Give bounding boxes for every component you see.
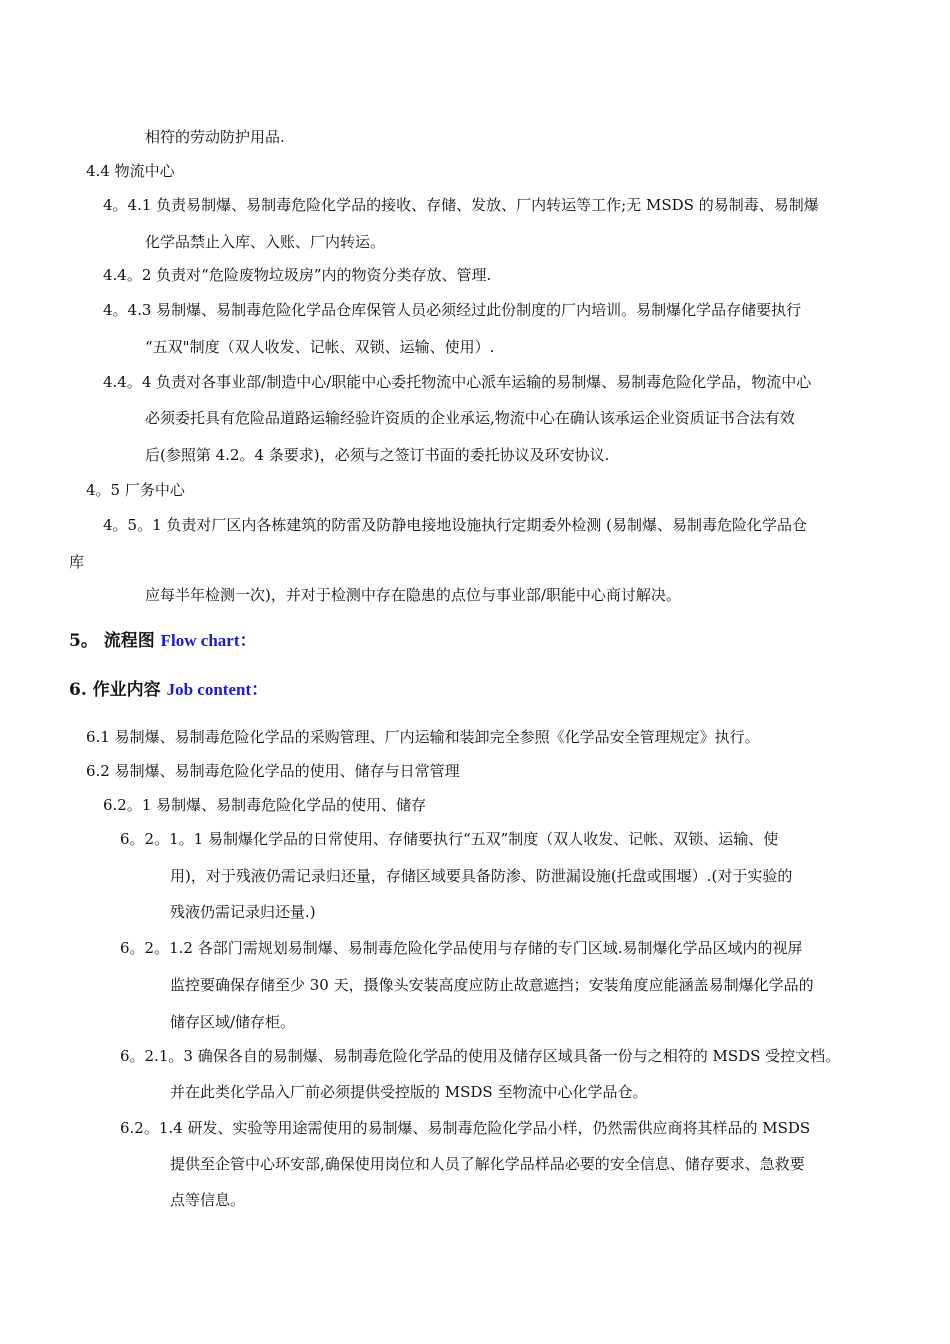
text-line: 储存区域/储存柜。 (170, 1013, 296, 1031)
subsection-title: 6.2。1 易制爆、易制毒危险化学品的使用、储存 (103, 796, 427, 814)
text-line: 相符的劳动防护用品. (145, 128, 285, 146)
text-line: “五双"制度（双人收发、记帐、双锁、运输、使用）. (145, 338, 495, 356)
subsection-title: 4.4 物流中心 (86, 162, 175, 180)
text-line: 4。4.1 负责易制爆、易制毒危险化学品的接收、存储、发放、厂内转运等工作;无 MSDS 的易制毒、易制爆 (103, 196, 819, 214)
text-line: 后(参照第 4.2。4 条要求)，必须与之签订书面的委托协议及环安协议. (145, 446, 610, 464)
section-heading-6 (69, 679, 268, 701)
text-line: 残液仍需记录归还量.) (170, 903, 316, 921)
text-line: 4。4.3 易制爆、易制毒危险化学品仓库保管人员必须经过此份制度的厂内培训。易制爆化学品存储要执行 (103, 301, 802, 319)
text-line: 应每半年检测一次)，并对于检测中存在隐患的点位与事业部/职能中心商讨解决。 (145, 586, 681, 604)
heading-number: 6. 作业内容 (69, 680, 167, 700)
text-line: 监控要确保存储至少 30 天，摄像头安装高度应防止故意遮挡；安装角度应能涵盖易制爆化学品的 (170, 976, 814, 994)
text-line: 用)，对于残液仍需记录归还量，存储区域要具备防渗、防泄漏设施(托盘或围堰）.(对于实验的 (170, 867, 793, 885)
subsection-title: 6.2 易制爆、易制毒危险化学品的使用、储存与日常管理 (86, 762, 460, 780)
text-line: 6。2。1。1 易制爆化学品的日常使用、存储要执行“五双”制度（双人收发、记帐、双锁、运输、使 (120, 830, 779, 848)
subsection-title: 4。5 厂务中心 (86, 481, 185, 499)
text-line: 点等信息。 (170, 1191, 246, 1209)
text-line: 6.1 易制爆、易制毒危险化学品的采购管理、厂内运输和装卸完全参照《化学品安全管理规定》执行。 (86, 728, 760, 746)
text-line: 库 (69, 553, 85, 571)
section-heading-5 (69, 630, 257, 652)
text-line: 4。5。1 负责对厂区内各栋建筑的防雷及防静电接地设施执行定期委外检测 (易制爆、易制毒危险化学品仓 (103, 516, 808, 534)
text-line: 提供至企管中心环安部,确保使用岗位和人员了解化学品样品必要的安全信息、储存要求、急救要 (170, 1155, 805, 1173)
text-line: 必须委托具有危险品道路运输经验许资质的企业承运,物流中心在确认该承运企业资质证书合法有效 (145, 409, 795, 427)
text-line: 并在此类化学品入厂前必须提供受控版的 MSDS 至物流中心化学品仓。 (170, 1083, 648, 1101)
text-line: 6。2。1.2 各部门需规划易制爆、易制毒危险化学品使用与存储的专门区域.易制爆化学品区域内的视屏 (120, 939, 803, 957)
heading-english: Flow chart： (160, 631, 257, 650)
text-line: 6.2。1.4 研发、实验等用途需使用的易制爆、易制毒危险化学品小样，仍然需供应商将其样品的 MSDS (120, 1119, 811, 1137)
heading-english: Job content： (166, 680, 269, 699)
text-line: 化学品禁止入库、入账、厂内转运。 (145, 233, 386, 251)
text-line: 6。2.1。3 确保各自的易制爆、易制毒危险化学品的使用及储存区域具备一份与之相符的 MSDS 受控文档。 (120, 1047, 841, 1065)
heading-number: 5。 流程图 (69, 631, 161, 651)
text-line: 4.4。2 负责对“危险废物垃圾房”内的物资分类存放、管理. (103, 266, 492, 284)
text-line: 4.4。4 负责对各事业部/制造中心/职能中心委托物流中心派车运输的易制爆、易制毒危险化学品，物流中心 (103, 373, 812, 391)
